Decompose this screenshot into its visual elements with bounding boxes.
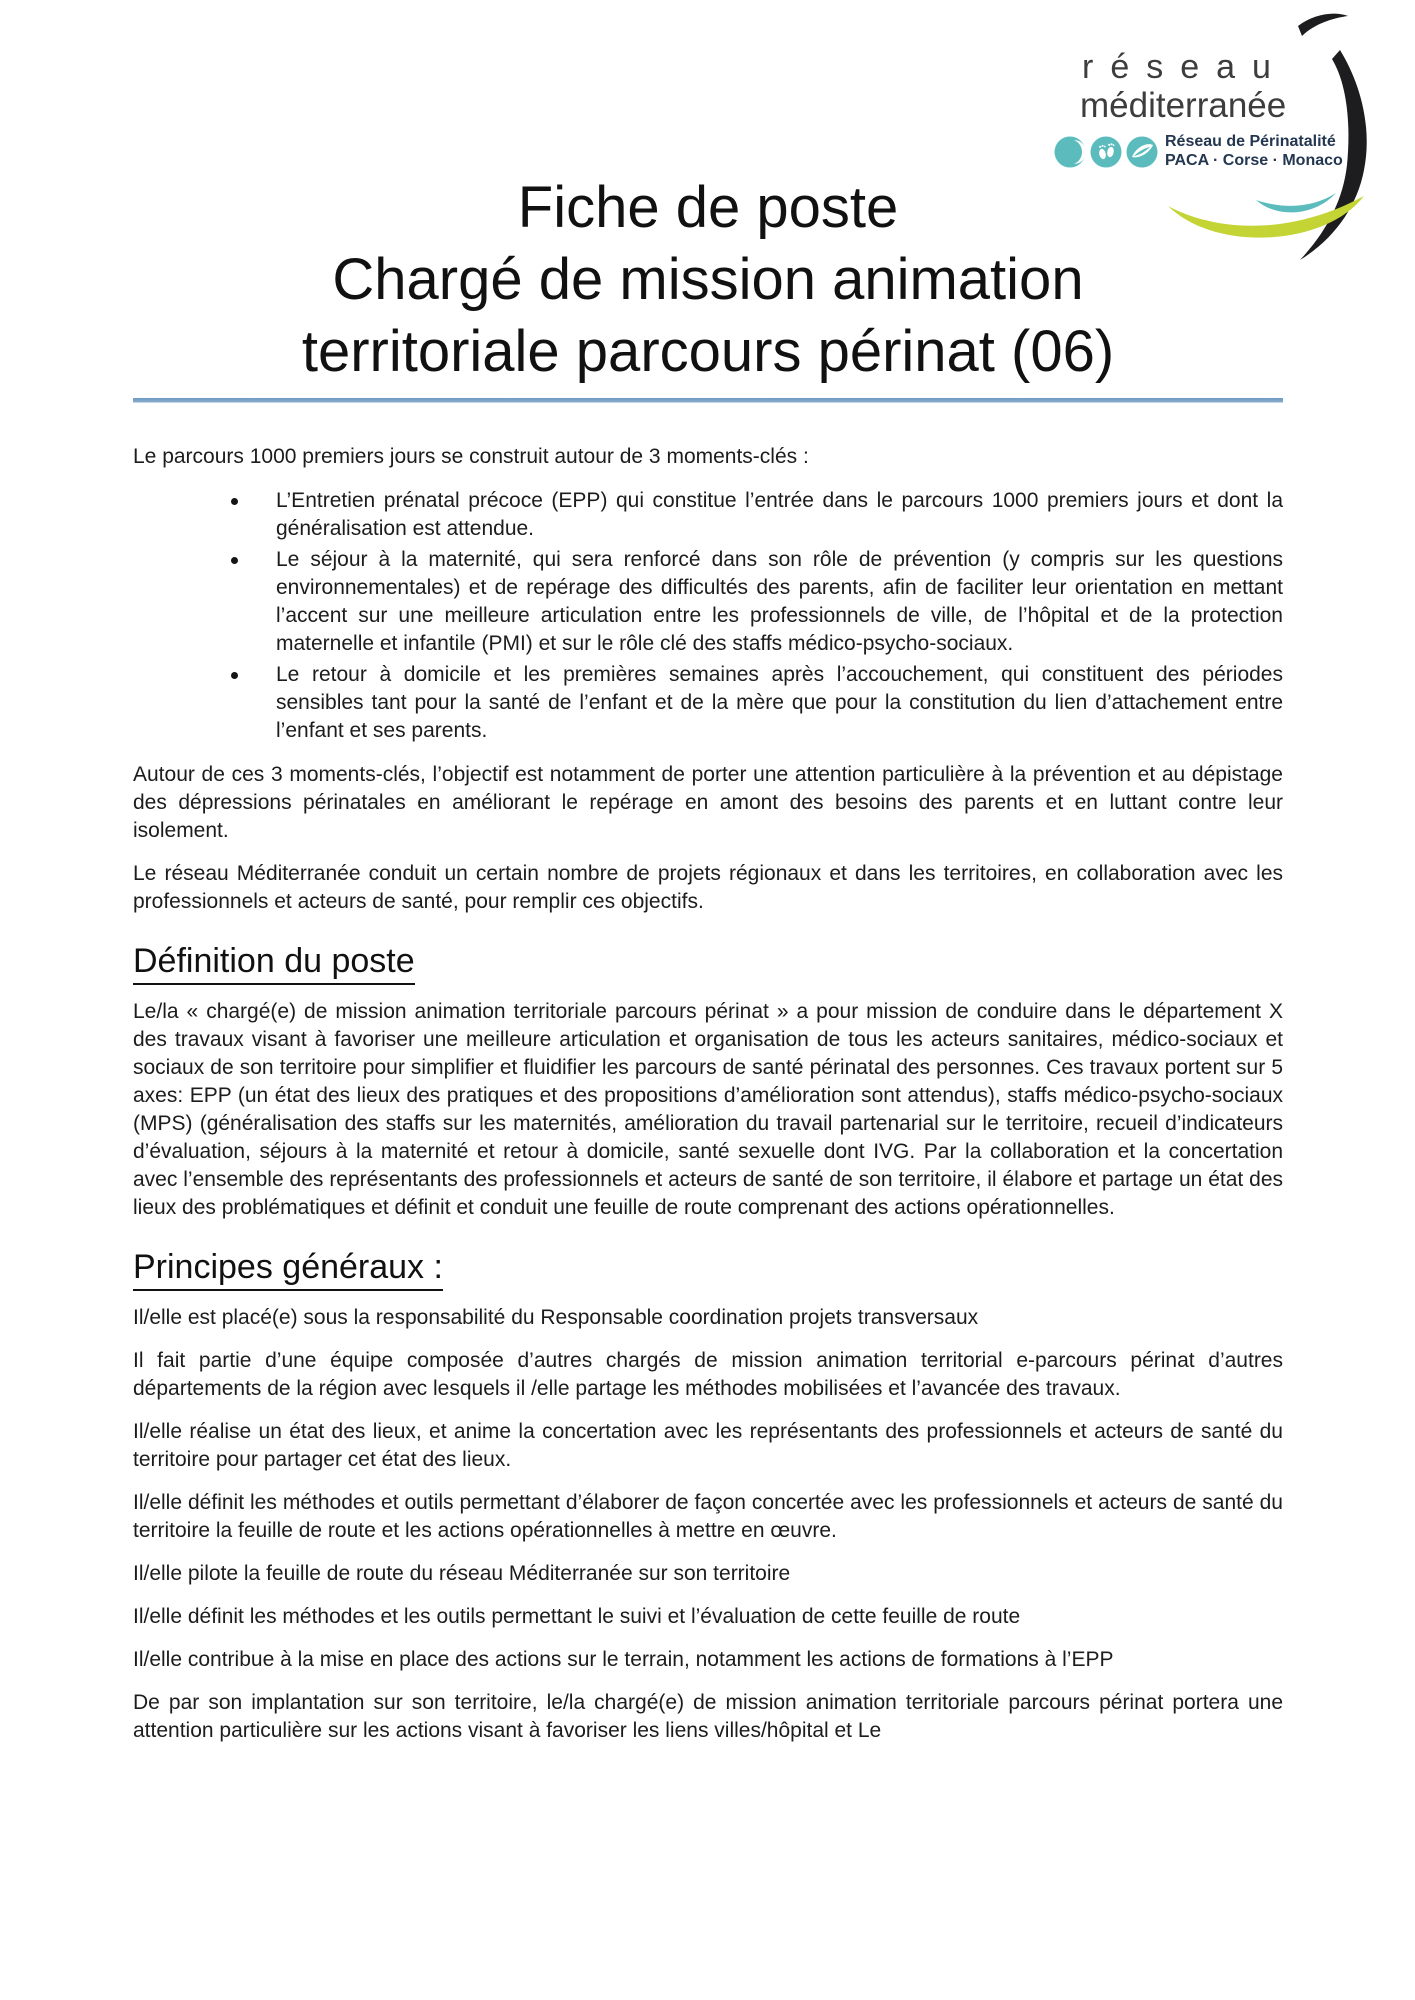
document-title (133, 172, 1283, 388)
principes-paragraph: Il/elle est placé(e) sous la responsabilité du Responsable coordination projets transversaux (133, 1306, 979, 1330)
principes-paragraph: Il/elle pilote la feuille de route du réseau Méditerranée sur son territoire (133, 1562, 791, 1586)
logo-caption-line2: PACA · Corse · Monaco (1165, 152, 1343, 169)
title-line-1: Fiche de poste (517, 175, 899, 240)
intro-paragraph-reseau: Le réseau Méditerranée conduit un certain nombre de projets régionaux et dans les territoires, en collaboration avec les professionnels et acteurs de santé, pour remplir ces objectifs. (133, 862, 1283, 913)
feet-badge (1091, 137, 1122, 168)
principes-paragraph: Il/elle définit les méthodes et les outils permettant le suivi et l’évaluation de cette feuille de route (133, 1605, 1021, 1629)
section-heading-principes-text: Principes généraux : (133, 1248, 443, 1291)
title-line-2: Chargé de mission animation (332, 247, 1084, 312)
principes-paragraph: Il fait partie d’une équipe composée d’autres chargés de mission animation territorial e-parcours périnat d’autres départements de la région avec lesquels il /elle partage les méthodes mobilisées et l’avancée des travaux. (133, 1349, 1283, 1401)
principes-paragraph: Il/elle contribue à la mise en place des actions sur le terrain, notamment les actions de formations à l’EPP (133, 1648, 1114, 1672)
logo-brand-line1: réseau (1082, 48, 1288, 86)
logo-caption (1165, 132, 1343, 170)
section-heading-definition (133, 942, 1283, 981)
definition-body-paragraph: Le/la « chargé(e) de mission animation territoriale parcours périnat » a pour mission de conduire dans le département X des travaux visant à favoriser une meilleure articulation et organisation de tous les acteurs sanitaires, médico-sociaux et sociaux de son territoire pour simplifier et fluidifier les parcours de santé périnatal des personnes. Ces travaux portent sur 5 axes: EPP (un état des lieux des pratiques et des propositions d’amélioration sont attendus), staffs médico-psycho-sociaux (MPS) (généralisation des staffs sur les maternités, amélioration du travail partenarial sur le territoire, recueil d’indicateurs d’évaluation, séjours à la maternité et retour à domicile, santé sexuelle dont IVG. Par la collaboration et la concertation avec l’ensemble des représentants des professionnels et acteurs de santé de son territoire, il élabore et partage un état des lieux des problématiques et définit et conduit une feuille de route comprenant des actions opérationnelles. (133, 1000, 1283, 1220)
principes-paragraph: Il/elle réalise un état des lieux, et anime la concertation avec les représentants des professionnels et acteurs de santé du territoire pour partager cet état des lieux. (133, 1420, 1283, 1472)
intro-lead-paragraph: Le parcours 1000 premiers jours se construit autour de 3 moments-clés : (133, 445, 809, 468)
logo-brand-line2: méditerranée (1080, 86, 1287, 125)
principes-paragraph: De par son implantation sur son territoire, le/la chargé(e) de mission animation territoriale parcours périnat portera une attention particulière sur les actions visant à favoriser les liens villes/hôpital et Le (133, 1691, 1283, 1743)
principes-paragraph: Il/elle définit les méthodes et outils permettant d’élaborer de façon concertée avec les professionnels et acteurs de santé du territoire la feuille de route et les actions opérationnelles à mettre en œuvre. (133, 1491, 1283, 1543)
title-rule (133, 398, 1283, 403)
logo-caption-line1: Réseau de Périnatalité (1165, 133, 1336, 150)
list-item: Le retour à domicile et les premières semaines après l’accouchement, qui constituent des périodes sensibles tant pour la santé de l’enfant et de la mère que pour la constitution du lien d’attachement entre l’enfant et ses parents. (276, 661, 1283, 745)
logo-badges (1055, 137, 1158, 168)
list-item: Le séjour à la maternité, qui sera renforcé dans son rôle de prévention (y compris sur les questions environnementales) et de repérage des difficultés des parents, afin de faciliter leur orientation en mettant l’accent sur une meilleure articulation entre les professionnels de ville, de l’hôpital et de la protection maternelle et infantile (PMI) et sur le rôle clé des staffs médico-psycho-sociaux. (276, 546, 1283, 658)
moon-badge (1055, 137, 1086, 168)
document-content (0, 172, 1415, 1745)
section-heading-definition-text: Définition du poste (133, 942, 415, 985)
moments-cles-list (133, 487, 1283, 745)
title-line-3: territoriale parcours périnat (06) (301, 319, 1115, 384)
intro-paragraph-objectif: Autour de ces 3 moments-clés, l’objectif est notamment de porter une attention particulière à la prévention et au dépistage des dépressions périnatales en améliorant le repérage en amont des besoins des parents et en luttant contre leur isolement. (133, 763, 1283, 842)
section-heading-principes (133, 1248, 1283, 1287)
list-item: L’Entretien prénatal précoce (EPP) qui constitue l’entrée dans le parcours 1000 premiers jours et dont la généralisation est attendue. (276, 487, 1283, 543)
